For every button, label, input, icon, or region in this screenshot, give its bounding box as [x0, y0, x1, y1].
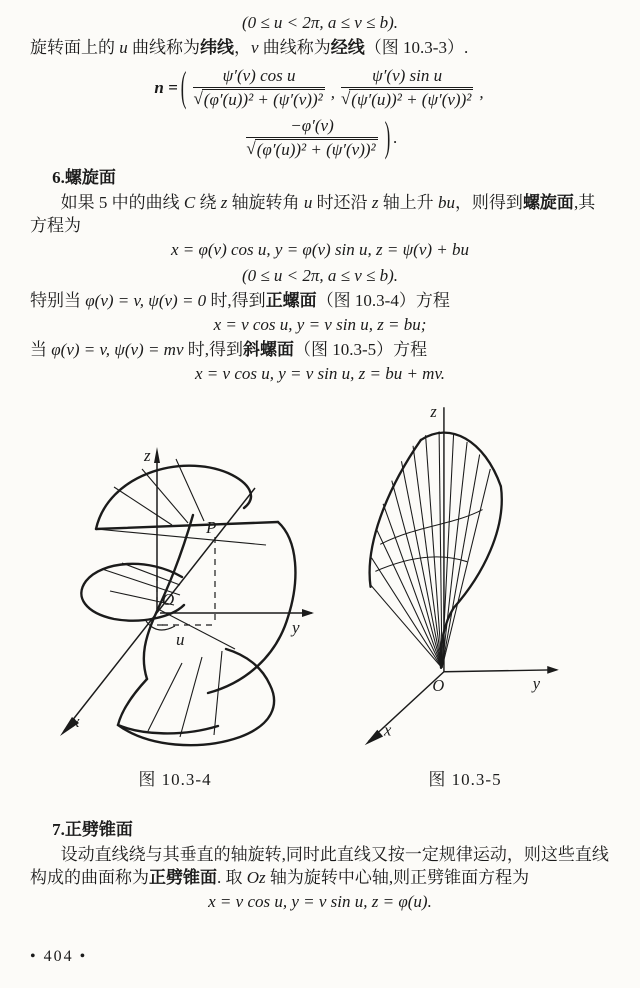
radical-sign: √ — [246, 139, 256, 158]
fraction-3: −φ′(v) √ (φ′(u))² + (ψ′(v))² — [246, 116, 376, 159]
page-number: • 404 • — [30, 948, 88, 965]
axis-label-x: x — [384, 720, 392, 740]
axis-label-z: z — [430, 401, 437, 421]
equation-oblique-helicoid: x = v cos u, y = v sin u, z = bu + mv. — [195, 364, 445, 383]
separator-comma: , — [330, 83, 335, 102]
paragraph-helicoid-1: 如果 5 中的曲线 C 绕 z 轴旋转角 u 时还沿 z 轴上升 bu，则得到螺旋面,其 — [60, 193, 596, 212]
range-line-top: (0 ≤ u < 2π, a ≤ v ≤ b). — [241, 13, 399, 32]
formula-lhs: n = — [154, 78, 178, 97]
fraction-2: ψ′(v) sin u √ (ψ′(u))² + (ψ′(v))² — [340, 66, 472, 109]
paragraph-right-helicoid: 特别当 φ(v) = v, ψ(v) = 0 时,得到正螺面（图 10.3-4）方程 — [30, 291, 450, 310]
equation-range: (0 ≤ u < 2π, a ≤ v ≤ b). — [241, 266, 399, 285]
angle-label-u: u — [176, 630, 185, 649]
separator-comma: , — [479, 83, 484, 102]
figure-10-3-5 — [330, 395, 610, 767]
axis-label-y: y — [292, 618, 300, 637]
origin-label-o: O — [162, 590, 175, 609]
equation-right-helicoid: x = v cos u, y = v sin u, z = bu; — [213, 315, 427, 334]
formula-period: . — [393, 128, 398, 147]
heading-section-6: 6.螺旋面 — [52, 168, 116, 187]
caption-fig-10-3-5: 图 10.3-5 — [428, 770, 502, 789]
axis-label-x: x — [72, 712, 80, 731]
heading-section-7: 7.正劈锥面 — [52, 820, 133, 839]
normal-formula-line-2 — [30, 113, 610, 163]
paragraph-meridians: 旋转面上的 u 曲线称为纬线，v 曲线称为经线（图 10.3-3）. — [30, 38, 469, 57]
fraction-1: ψ′(v) cos u √ (φ′(u))² + (ψ′(v))² — [193, 66, 323, 109]
radical-sign: √ — [193, 89, 203, 108]
point-label-p: P — [206, 518, 217, 537]
close-paren: ) — [384, 113, 391, 161]
origin-label-o: O — [432, 676, 445, 696]
axis-label-y: y — [532, 674, 541, 694]
figure-captions — [30, 769, 610, 791]
equation-conoid: x = v cos u, y = v sin u, z = φ(u). — [208, 892, 432, 911]
paragraph-conoid-1: 设动直线绕与其垂直的轴旋转,同时此直线又按一定规律运动，则这些直线 — [60, 845, 609, 864]
figure-10-3-4 — [30, 395, 330, 767]
normal-formula-line-1 — [30, 63, 610, 113]
figures-row — [30, 395, 610, 767]
radical-sign: √ — [340, 89, 351, 108]
normal-vector-formula — [30, 63, 610, 163]
paragraph-conoid-2: 构成的曲面称为正劈锥面. 取 Oz 轴为旋转中心轴,则正劈锥面方程为 — [30, 868, 530, 887]
paragraph-helicoid-2: 方程为 — [30, 216, 81, 235]
caption-fig-10-3-4: 图 10.3-4 — [138, 770, 212, 789]
open-paren: ( — [180, 63, 187, 111]
axis-label-z: z — [144, 446, 151, 465]
equation-helicoid: x = φ(v) cos u, y = φ(v) sin u, z = ψ(v) + bu — [170, 240, 470, 259]
paragraph-oblique-helicoid: 当 φ(v) = v, ψ(v) = mv 时,得到斜螺面（图 10.3-5）方程 — [30, 340, 428, 359]
